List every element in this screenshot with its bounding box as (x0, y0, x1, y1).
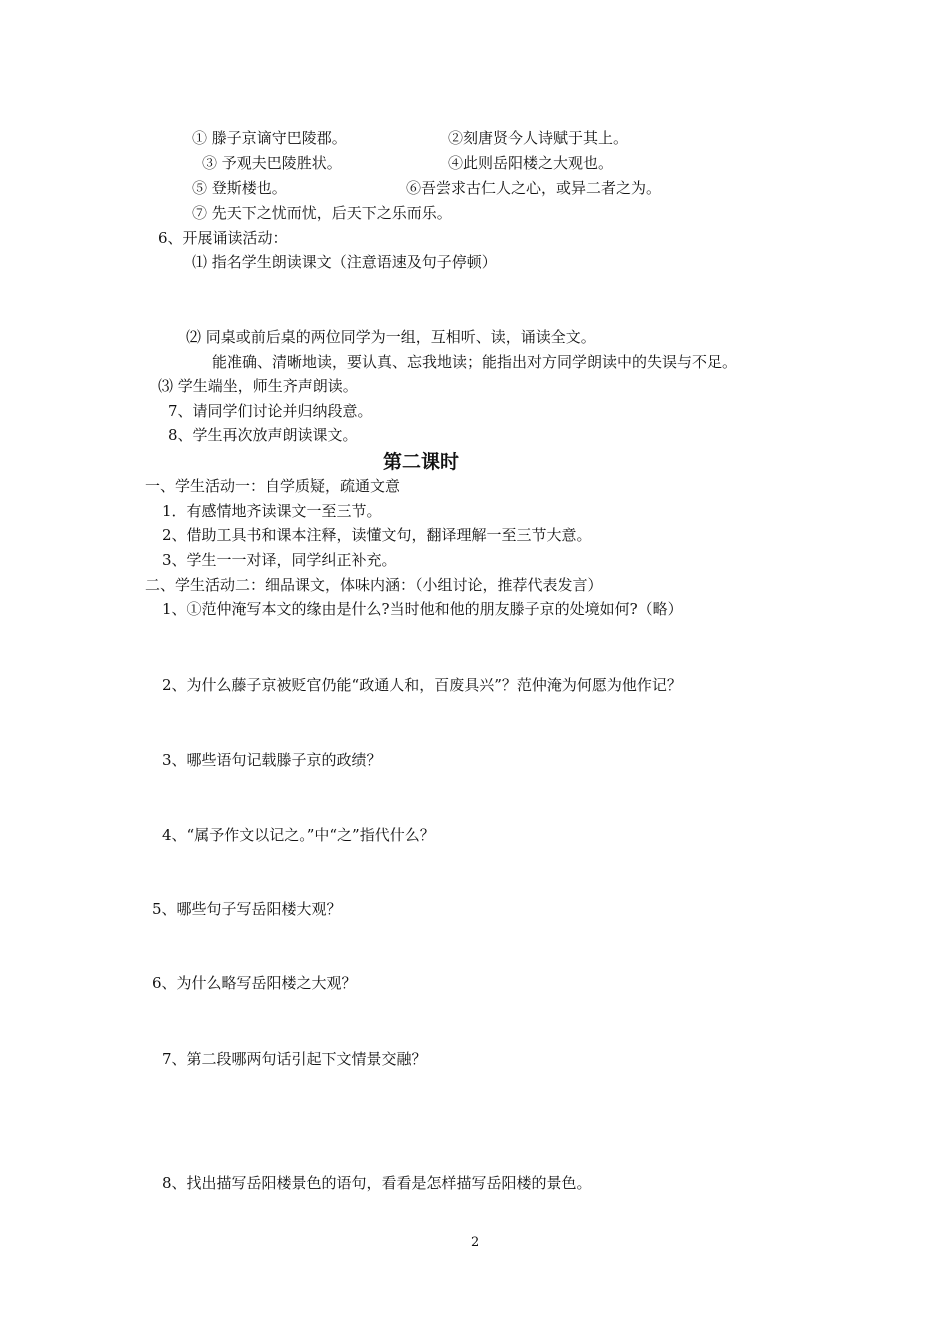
item-6-heading: 6、开展诵读活动： (158, 229, 288, 247)
sentence-1: ① 滕子京谪守巴陵郡。 (192, 129, 347, 147)
question-8: 8、找出描写岳阳楼景色的语句，看看是怎样描写岳阳楼的景色。 (162, 1174, 592, 1192)
item-6-3: ⑶ 学生端坐，师生齐声朗读。 (158, 377, 358, 395)
activity-2-heading: 二、学生活动二：细品课文，体味内涵：（小组讨论，推荐代表发言） (145, 576, 603, 594)
lesson2-title: 第二课时 (383, 451, 460, 473)
sentence-4: ④此则岳阳楼之大观也。 (448, 154, 614, 172)
sentence-5: ⑤ 登斯楼也。 (192, 179, 287, 197)
sentence-7: ⑦ 先天下之忧而忧，后天下之乐而乐。 (192, 204, 452, 222)
sentence-2: ②刻唐贤今人诗赋于其上。 (448, 129, 629, 147)
item-6-1: ⑴ 指名学生朗读课文（注意语速及句子停顿） (192, 253, 497, 271)
question-5: 5、哪些句子写岳阳楼大观？ (152, 900, 342, 918)
item-7: 7、请同学们讨论并归纳段意。 (168, 402, 373, 420)
question-4: 4、“属予作文以记之。”中“之”指代什么？ (162, 826, 435, 844)
activity-1-step-2: 2、借助工具书和课本注释，读懂文句，翻译理解一至三节大意。 (162, 526, 592, 544)
activity-1-step-1: 1．有感情地齐读课文一至三节。 (162, 502, 382, 520)
sentence-6: ⑥吾尝求古仁人之心，或异二者之为。 (406, 179, 662, 197)
activity-1-heading: 一、学生活动一：自学质疑，疏通文意 (145, 477, 401, 495)
sentence-3: ③ 予观夫巴陵胜状。 (202, 154, 342, 172)
activity-1-step-3: 3、学生一一对译，同学纠正补充。 (162, 551, 397, 569)
item-6-2: ⑵ 同桌或前后桌的两位同学为一组，互相听、读，诵读全文。 (186, 328, 596, 346)
question-1: 1、①范仲淹写本文的缘由是什么?当时他和他的朋友滕子京的处境如何?（略） (162, 600, 683, 618)
question-2: 2、为什么藤子京被贬官仍能“政通人和，百废具兴”？范仲淹为何愿为他作记？ (162, 676, 682, 694)
question-6: 6、为什么略写岳阳楼之大观？ (152, 974, 357, 992)
question-3: 3、哪些语句记载滕子京的政绩？ (162, 751, 382, 769)
item-6-2-requirement: 能准确、清晰地读，要认真、忘我地读；能指出对方同学朗读中的失误与不足。 (212, 353, 738, 371)
question-7: 7、第二段哪两句话引起下文情景交融？ (162, 1050, 427, 1068)
item-8: 8、学生再次放声朗读课文。 (168, 426, 358, 444)
page-number: 2 (471, 1235, 480, 1250)
